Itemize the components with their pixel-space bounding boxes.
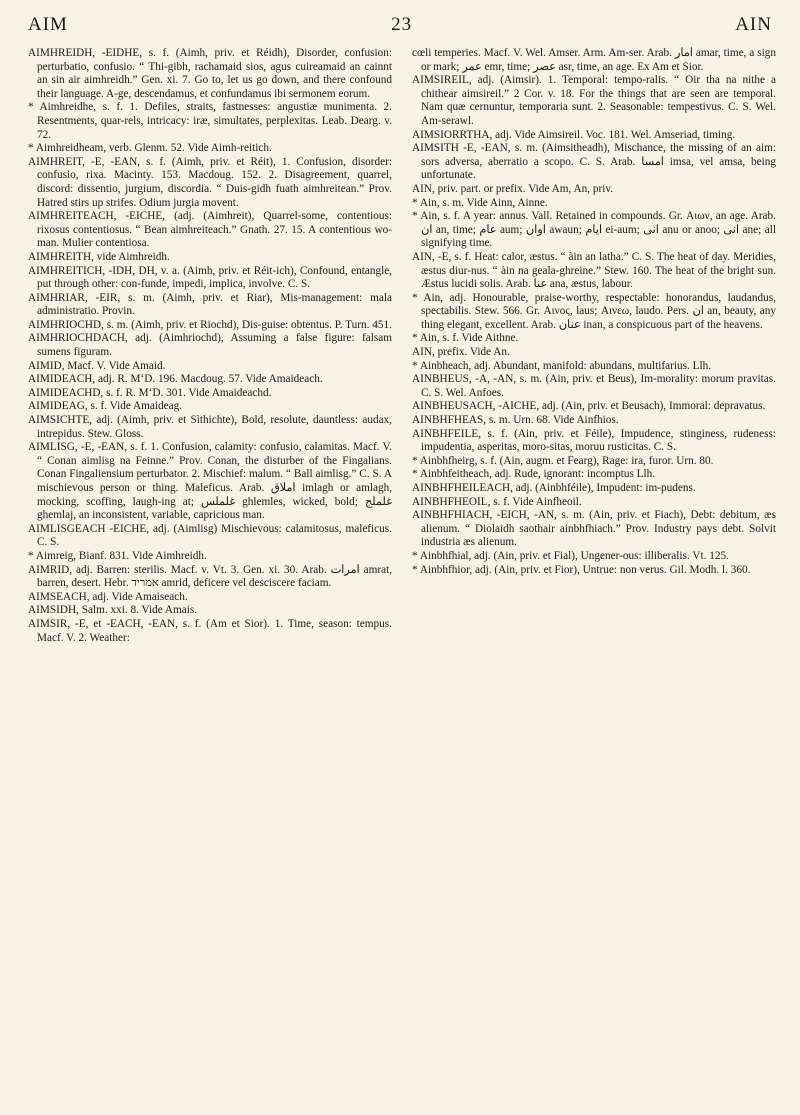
dictionary-entry: * Ainbhfeitheach, adj. Rude, ignorant: incomptus Llh. xyxy=(412,468,656,481)
dictionary-entry: AIMRID, adj. Barren: sterilis. Macf. v. Vt. 3. Gen. xi. 30. Arab. امرات amrat, barren, desert. Hebr. אמריד amrid, deficere vel desciscere faciam. xyxy=(28,563,393,590)
dictionary-entry: AIMHREITH, vide Aimhreidh. xyxy=(28,250,170,263)
dictionary-entry: AIMHRIOCHD, s. m. (Aimh, priv. et Riochd), Dis-guise: obtentus. P. Turn. 451. xyxy=(28,318,392,331)
dictionary-entry: AINBHEUS, -A, -AN, s. m. (Ain, priv. et Beus), Im-morality: morum pravitas. C. S. Wel. Anfoes. xyxy=(412,373,776,399)
dictionary-entry: AINBHFHEOIL, s. f. Vide Ainfheoil. xyxy=(412,495,582,508)
dictionary-entry: AIMIDEACHD, s. f. R. M‘D. 301. Vide Amaideachd. xyxy=(28,386,272,399)
dictionary-entry: AIN, priv. part. or prefix. Vide Am, An, priv. xyxy=(412,182,614,195)
header-left-guideword: AIM xyxy=(28,14,68,35)
page-number: 23 xyxy=(391,14,413,35)
dictionary-entry: * Ainbhfhior, adj. (Ain, priv. et Fior), Untrue: non verus. Gil. Modh. l. 360. xyxy=(412,563,751,576)
dictionary-entry: cœli temperies. Macf. V. Wel. Amser. Arm. Am-ser. Arab. امار amar, time, a sign or mark; عمر emr, time; عصر asr, time, an age. Ex Am et Sior. xyxy=(412,47,777,73)
dictionary-entry: AIMSICHTE, adj. (Aimh, priv. et Sìthichte), Bold, resolute, dauntless: audax, intrepidus. Stew. Gloss. xyxy=(28,414,392,440)
dictionary-entry: * Ain, s. f. Vide Aithne. xyxy=(412,332,519,345)
dictionary-entry: * Ain, s. m. Vide Ainn, Ainne. xyxy=(412,196,548,209)
dictionary-entry: AIMIDEACH, adj. R. M‘D. 196. Macdoug. 57. Vide Amaideach. xyxy=(28,373,323,386)
dictionary-entry: AIN, -E, s. f. Heat: calor, æstus. “ àin an latha.” C. S. The heat of day. Meridies, æstus diur-nus. “ àin na geala-ghreine.” Stew. 160. The heat of the bright sun. Æstus lucidi solis. Arab. عنا ana, æstus, labour. xyxy=(412,250,776,291)
dictionary-entry: AIMHREIDH, -EIDHE, s. f. (Aimh, priv. et Réidh), Disorder, confusion: perturbatio, confusio. “ Thi-gibh, rachamaid sios, agus cuireamaid an cainnt an sin air aimhreidh.” Gen. xi. 7. Go to, let us go down, and there confound their language. A-ge, descendamus, et confundamus ibi sermonem eorum. xyxy=(28,47,392,100)
dictionary-entry: * Ainbhfhial, adj. (Ain, priv. et Fial), Ungener-ous: illiberalis. Vt. 125. xyxy=(412,549,729,562)
dictionary-entry: * Aimhreidheam, verb. Glenm. 52. Vide Aimh-reitich. xyxy=(28,142,272,155)
dictionary-entry: AIMSIR, -E, et -EACH, -EAN, s. f. (Am et Sior). 1. Time, season: tempus. Macf. V. 2. Weather: xyxy=(28,617,392,644)
running-header xyxy=(28,12,772,38)
text-columns xyxy=(28,47,776,1111)
dictionary-entry: AIMID, Macf. V. Vide Amaid. xyxy=(28,359,166,372)
dictionary-entry: AIMHRIAR, -EIR, s. m. (Aimh, priv. et Riar), Mis-management: mala administratio. Provin. xyxy=(28,291,392,318)
dictionary-entry: * Ain, adj. Honourable, praise-worthy, respectable: honorandus, laudandus, spectabilis. Stew. 566. Gr. Αινος, laus; Αινεω, laudo. Pers. ان an, beauty, any thing elegant, excellent. Arab. عنان inan, a conspicuous part of the heavens. xyxy=(412,291,776,331)
dictionary-entry: AIMIDEAG, s. f. Vide Amaideag. xyxy=(28,400,183,413)
dictionary-entry: AIMHREITEACH, -EICHE, (adj. (Aimhreit), Quarrel-some, contentious: rixosus contentiosus. “ Bean aimhreiteach.” Gnath. 27. 15. A contentious wo-man. Mulier contentiosa. xyxy=(28,210,392,250)
dictionary-entry: AIMHREIT, -E, -EAN, s. f. (Aimh, priv. et Réit), 1. Confusion, disorder: confusio, rixa. Macinty. 153. Macdoug. 152. 2. Disagreement, quarrel, discord: dissentio, jurgium, discordia. “ Duis-gidh fuath aimhreitean.” Prov. Hatred stirs up strifes. Odium jurgia movent. xyxy=(28,155,392,209)
dictionary-entry: * Aimreig, Bianf. 831. Vide Aimhreidh. xyxy=(28,549,207,562)
dictionary-entry: AIMLISG, -E, -EAN, s. f. 1. Confusion, calamity: confusio, calamitas. Macf. V. “ Conan aimlisg na Feinne.” Prov. Conan, the disturber of the Fingalians. Conan Fingaliensium perturbator. 2. Mischief: malum. “ Ball aimlisg.” C. S. A mischievous person or thing. Maleficus. Arab. املاق imlagh or amlagh, mocking, scoffing, laugh-ing at; غلملس ghlemles, wicked, bold; غلملج ghemlaj, an inconsistent, variable, capricious man. xyxy=(28,441,393,522)
dictionary-entry: AIMSEACH, adj. Vide Amaiseach. xyxy=(28,590,188,603)
right-column xyxy=(412,47,776,1111)
dictionary-entry: AINBHFEILE, s. f. (Ain, priv. et Féile), Impudence, stinginess, rudeness: impudentia, asperitas, moro-sitas, moruu rusticitas. C. S. xyxy=(412,427,776,454)
dictionary-entry: AINBHFHEILEACH, adj. (Ainbhféile), Impudent: im-pudens. xyxy=(412,482,696,494)
dictionary-entry: AINBHFHIACH, -EICH, -AN, s. m. (Ain, priv. et Fiach), Debt: debitum, æs alienum. “ Diolaidh saothair ainbhfhiach.” Prov. Industry pays debt. Solvit industria æs alienum. xyxy=(412,509,776,549)
dictionary-entry: * Ainbhfheirg, s. f. (Ain, augm. et Fearg), Rage: ira, furor. Urn. 80. xyxy=(412,454,714,467)
dictionary-entry: AIMHRIOCHDACH, adj. (Aimhriochd), Assuming a false figure: falsam sumens figuram. xyxy=(28,332,392,359)
dictionary-entry: AIN, prefix. Vide An. xyxy=(412,346,510,359)
dictionary-entry: * Ain, s. f. A year: annus. Vall. Retained in compounds. Gr. Αιων, an age. Arab. ان an, time; عام aum; اوان awaun; ايام ei-aum; انى anu or anoo; انى ane; all signifying time. xyxy=(412,210,776,250)
dictionary-entry: * Aimhreidhe, s. f. 1. Defiles, straits, fastnesses: angustiæ munimenta. 2. Resentments, quar-rels, intricacy: iræ, simultates, perplexitas. Leab. Dearg. v. 72. xyxy=(28,101,392,141)
dictionary-entry: AIMSITH -E, -EAN, s. m. (Aimsitheadh), Mischance, the missing of an aim: sors adversa, aberratio a scopo. C. S. Arab. امسا imsa, vel amsa, being unfortunate. xyxy=(412,142,777,182)
dictionary-entry: AIMSIDH, Salm. xxi. 8. Vide Amais. xyxy=(28,604,198,617)
dictionary-entry: * Ainbheach, adj. Abundant, manifold: abundans, multifarius. Llh. xyxy=(412,359,712,372)
dictionary-entry: AINBHFHEAS, s. m. Urn. 68. Vide Ainfhios. xyxy=(412,414,619,427)
dictionary-entry: AIMSIREIL, adj. (Aimsir). 1. Temporal: tempo-ralis. “ Oir tha na nithe a chithear aimsireil.” 2 Cor. v. 18. For the things that are seen are temporal. Nam quæ cernuntur, temporaria sunt. 2. Seasonable: tempestivus. C. S. Wel. Am-serawl. xyxy=(412,74,776,127)
dictionary-entry: AIMLISGEACH -EICHE, adj. (Aimlisg) Mischievous: calamitosus, maleficus. C. S. xyxy=(28,522,392,549)
left-column xyxy=(28,47,392,1111)
header-right-guideword: AIN xyxy=(735,14,772,35)
dictionary-entry: AINBHEUSACH, -AICHE, adj. (Ain, priv. et Beusach), Immoral: depravatus. xyxy=(412,400,766,413)
dictionary-entry: AIMSIORRTHA, adj. Vide Aimsireil. Voc. 181. Wel. Amseriad, timing. xyxy=(412,128,736,141)
dictionary-entry: AIMHREITICH, -IDH, DH, v. a. (Aimh, priv. et Réit-ich), Confound, entangle, put through other: con-funde, impedi, implica, involve. C. S. xyxy=(28,264,392,291)
